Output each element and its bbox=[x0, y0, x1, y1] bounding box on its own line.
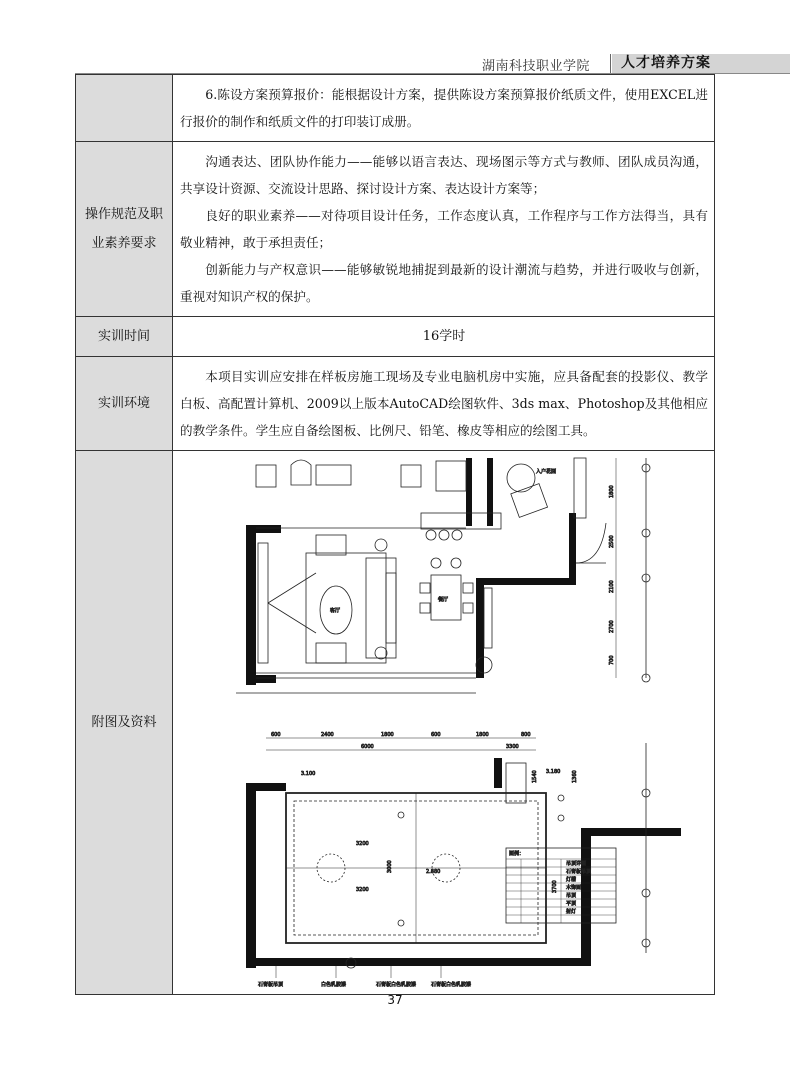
table-row bbox=[76, 75, 715, 142]
header-doc-type: 人才培养方案 bbox=[612, 54, 790, 73]
requirement-innovation: 创新能力与产权意识——能够敏锐地捕捉到最新的设计潮流与趋势，并进行吸收与创新，重视对知识产权的保护。 bbox=[180, 262, 708, 304]
row-label-professional-requirements: 操作规范及职业素养要求 bbox=[76, 142, 173, 317]
legend-note-7: 射灯 bbox=[566, 908, 577, 915]
legend-note-2: 石膏板吊顶 bbox=[566, 868, 592, 875]
row-label-training-time: 实训时间 bbox=[76, 317, 173, 357]
requirement-professionalism: 良好的职业素养——对待项目设计任务，工作态度认真，工作程序与工作方法得当，具有敬业精神，敢于承担责任； bbox=[180, 208, 708, 250]
budget-quote-text: 6.陈设方案预算报价：能根据设计方案，提供陈设方案预算报价纸质文件，使用EXCEL进行报价的制作和纸质文件的打印装订成册。 bbox=[180, 87, 708, 129]
ceiling-inner-dim-3200b: 3200 bbox=[356, 886, 369, 893]
plan-dim-700: 700 bbox=[609, 654, 615, 665]
ceiling-inner-dim-3000: 3000 bbox=[387, 859, 393, 873]
legend-note-1: 吊顶详图 bbox=[566, 860, 587, 867]
table-row bbox=[76, 451, 715, 995]
ceiling-level-2880: 2.880 bbox=[426, 868, 441, 875]
legend-note-3: 灯槽 bbox=[566, 876, 577, 883]
ceiling-level-3100: 3.100 bbox=[301, 770, 316, 777]
ceiling-dim-1800: 1800 bbox=[381, 731, 394, 738]
requirement-communication: 沟通表达、团队协作能力——能够以语言表达、现场图示等方式与教师、团队成员沟通，共享设计资源、交流设计思路、探讨设计方案、表达设计方案等； bbox=[180, 154, 708, 196]
legend-note-5: 吊顶 bbox=[566, 892, 577, 899]
floor-plan bbox=[236, 458, 650, 693]
ceiling-inner-dim-3200: 3200 bbox=[356, 840, 369, 847]
table-row bbox=[76, 357, 715, 451]
legend-note-6: 平顶 bbox=[566, 900, 577, 907]
ceiling-dim-1800b: 1800 bbox=[476, 731, 489, 738]
bottom-note-3: 石膏板白色乳胶漆 bbox=[376, 981, 417, 988]
row-label-training-environment: 实训环境 bbox=[76, 357, 173, 451]
ceiling-dim-800: 800 bbox=[521, 731, 531, 738]
legend-note-4: 木饰面 bbox=[566, 884, 582, 891]
living-room-label: 客厅 bbox=[330, 607, 341, 614]
ceiling-dim-3300: 3300 bbox=[506, 743, 519, 750]
ceiling-dim-600b: 600 bbox=[431, 731, 441, 738]
legend-title: 图例： bbox=[509, 850, 525, 857]
budget-quote-cell bbox=[173, 75, 715, 142]
ceiling-dim-600: 600 bbox=[271, 731, 281, 738]
header-divider bbox=[610, 54, 611, 73]
row-label-empty bbox=[76, 75, 173, 142]
entrance-garden-label: 入户花园 bbox=[536, 468, 557, 475]
training-time-value: 16学时 bbox=[173, 317, 715, 357]
bottom-note-1: 石膏板吊顶 bbox=[258, 981, 284, 988]
ceiling-dim-6000: 6000 bbox=[361, 743, 374, 750]
ceiling-inner-dim-3700: 3700 bbox=[552, 879, 558, 893]
plan-dim-2700: 2700 bbox=[609, 619, 615, 633]
cad-drawings bbox=[176, 453, 711, 993]
ceiling-plan bbox=[246, 732, 681, 988]
ceiling-inner-dim-1360: 1360 bbox=[572, 769, 578, 783]
plan-dim-2500: 2500 bbox=[609, 534, 615, 548]
header-school-name: 湖南科技职业学院 bbox=[482, 59, 591, 74]
ceiling-dim-2400: 2400 bbox=[321, 731, 334, 738]
table-row bbox=[76, 317, 715, 357]
training-environment-cell bbox=[173, 357, 715, 451]
cad-drawings-svg bbox=[176, 453, 711, 993]
page-number: 37 bbox=[387, 993, 403, 1007]
row-label-attachments: 附图及资料 bbox=[76, 451, 173, 995]
plan-dim-1800: 1800 bbox=[609, 484, 615, 498]
professional-requirements-cell bbox=[173, 142, 715, 317]
dining-room-label: 餐厅 bbox=[438, 596, 449, 603]
plan-dim-2100: 2100 bbox=[609, 579, 615, 593]
bottom-note-4: 石膏板白色乳胶漆 bbox=[431, 981, 472, 988]
ceiling-level-3180: 3.180 bbox=[546, 768, 561, 775]
bottom-note-2: 白色乳胶漆 bbox=[321, 981, 347, 988]
training-plan-table bbox=[75, 74, 715, 995]
attachments-cell bbox=[173, 451, 715, 995]
table-row bbox=[76, 142, 715, 317]
ceiling-inner-dim-1540: 1540 bbox=[532, 769, 538, 783]
training-environment-text: 本项目实训应安排在样板房施工现场及专业电脑机房中实施，应具备配套的投影仪、教学白板、高配置计算机、2009以上版本AutoCAD绘图软件、3ds max、Photoshop及其他相应的教学条件。学生应自备绘图板、比例尺、铅笔、橡皮等相应的绘图工具。 bbox=[180, 369, 708, 438]
